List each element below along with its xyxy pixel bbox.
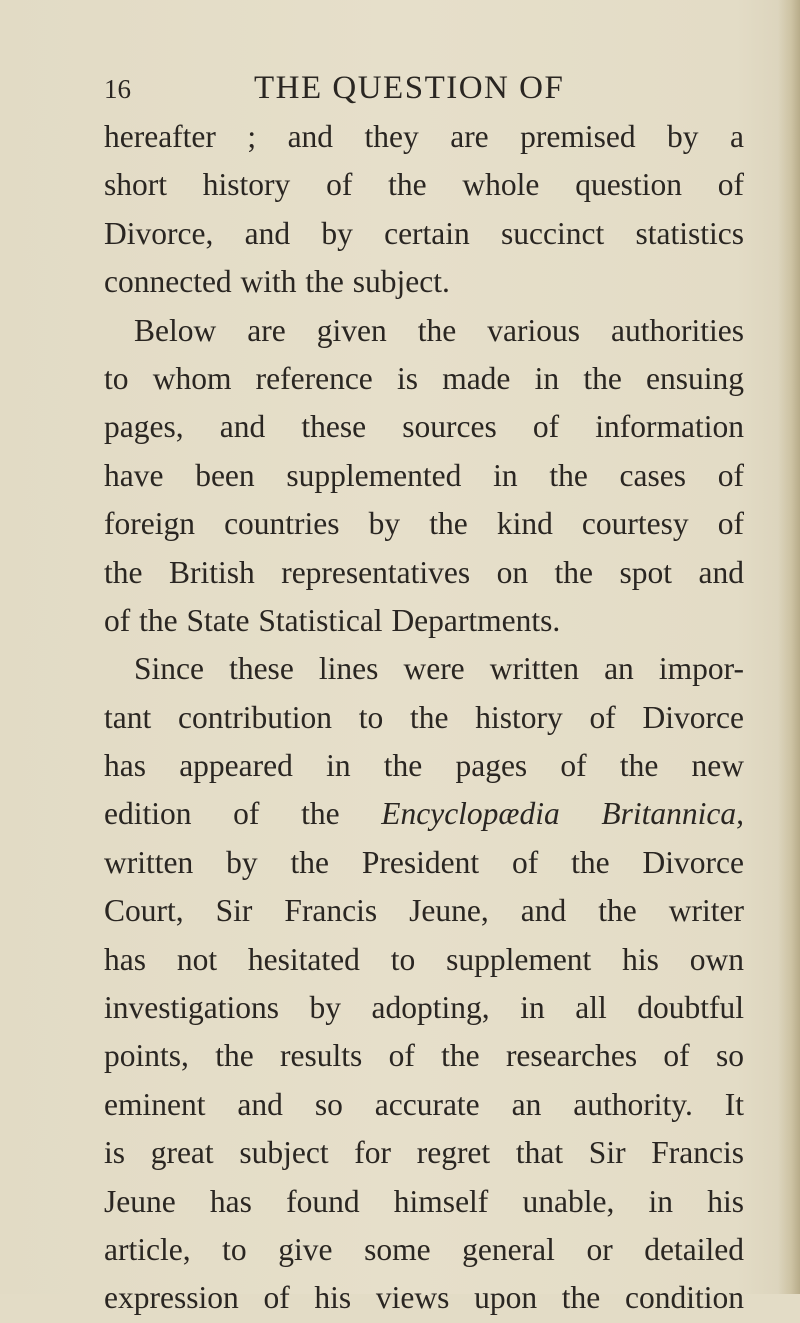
text-line: to whom reference is made in the ensuing: [104, 360, 744, 396]
text-line: is great subject for regret that Sir Francis: [104, 1135, 744, 1171]
text-line: article, to give some general or detailed: [104, 1231, 744, 1267]
text-line: investigations by adopting, in all doubtful: [104, 990, 744, 1026]
edition-text: edition of the: [104, 796, 382, 832]
text-line: short history of the whole question of: [104, 167, 744, 203]
body-text: [104, 113, 744, 1323]
text-line: Divorce, and by certain succinct statistics: [104, 215, 744, 251]
text-line: connected with the subject.: [104, 264, 450, 300]
running-title: THE QUESTION OF: [254, 70, 565, 106]
text-line: the British representatives on the spot and: [104, 554, 744, 590]
text-line: written by the President of the Divorce: [104, 844, 744, 880]
text-line: hereafter ; and they are premised by a: [104, 119, 744, 154]
text-line: points, the results of the researches of so: [104, 1038, 744, 1074]
text-line: has appeared in the pages of the new: [104, 748, 744, 784]
text-line: Jeune has found himself unable, in his: [104, 1183, 744, 1219]
page-edge-shadow: [778, 0, 800, 1294]
text-line: have been supplemented in the cases of: [104, 457, 744, 493]
page-number: 16: [104, 74, 131, 104]
text-line: Below are given the various authorities: [134, 312, 744, 348]
text-line: eminent and so accurate an authority. It: [104, 1086, 744, 1122]
text-line: Court, Sir Francis Jeune, and the writer: [104, 893, 744, 929]
text-line: Since these lines were written an impor-: [134, 651, 744, 687]
text-line: foreign countries by the kind courtesy of: [104, 506, 744, 542]
text-line: tant contribution to the history of Divorce: [104, 699, 744, 735]
text-line-edition: [104, 790, 744, 838]
text-line: has not hesitated to supplement his own: [104, 941, 744, 977]
text-line: of the State Statistical Departments.: [104, 602, 561, 638]
encyclopaedia-britannica-title: Encyclopædia Britannica,: [381, 796, 744, 832]
text-line: expression of his views upon the condition: [104, 1280, 744, 1316]
text-line: pages, and these sources of information: [104, 409, 744, 445]
